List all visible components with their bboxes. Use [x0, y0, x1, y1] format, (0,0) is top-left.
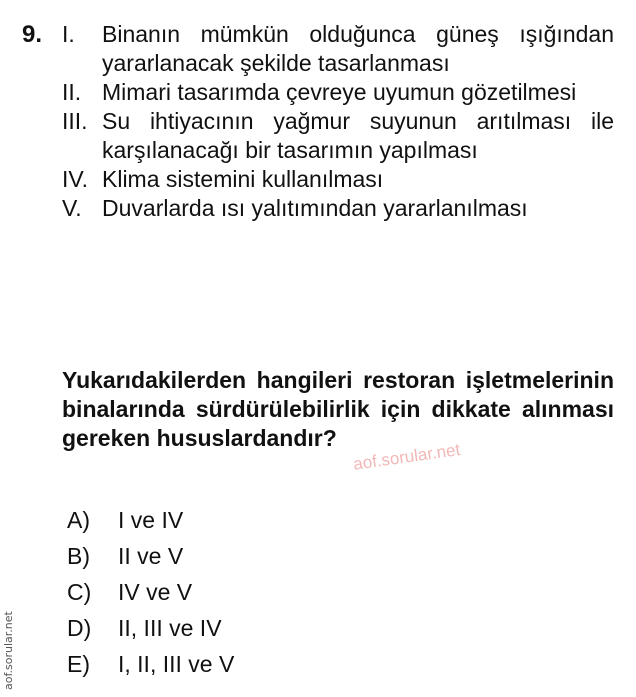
statement-item [62, 165, 614, 194]
side-watermark: aof.sorular.net [2, 611, 15, 690]
statement-text: Duvarlarda ısı yalıtımından yararlanılması [102, 195, 528, 221]
statement-list [62, 20, 614, 223]
option-letter: B) [67, 543, 90, 569]
option-letter: A) [67, 507, 90, 533]
answer-option-d[interactable] [67, 610, 467, 646]
statement-text: Su ihtiyacının yağmur suyunun arıtılması ile karşılanacağı bir tasarımın yapılması [102, 108, 614, 163]
option-text: I, II, III ve V [118, 651, 235, 677]
statement-numeral: V. [62, 195, 82, 221]
watermark-text: aof.sorular.net [352, 440, 462, 474]
option-letter: E) [67, 651, 90, 677]
statement-numeral: I. [62, 21, 75, 47]
answer-options [67, 502, 467, 682]
statement-numeral: III. [62, 108, 88, 134]
option-text: I ve IV [118, 507, 184, 533]
question-stem: Yukarıdakilerden hangileri restoran işletmelerinin binalarında sürdürülebilirlik için dikkate alınması gereken hususlardandır? [62, 367, 614, 451]
question-number: 9. [22, 21, 43, 48]
answer-option-a[interactable] [67, 502, 467, 538]
answer-option-c[interactable] [67, 574, 467, 610]
statement-text: Binanın mümkün olduğunca güneş ışığından yararlanacak şekilde tasarlanması [102, 21, 614, 76]
statement-numeral: II. [62, 79, 82, 105]
option-text: II ve V [118, 543, 184, 569]
statement-text: Mimari tasarımda çevreye uyumun gözetilmesi [102, 79, 577, 105]
option-text: II, III ve IV [118, 615, 222, 641]
statement-item [62, 194, 614, 223]
answer-option-e[interactable] [67, 646, 467, 682]
answer-option-b[interactable] [67, 538, 467, 574]
statement-item [62, 78, 614, 107]
statement-item [62, 20, 614, 78]
option-text: IV ve V [118, 579, 193, 605]
option-letter: D) [67, 615, 92, 641]
statement-text: Klima sistemini kullanılması [102, 166, 384, 192]
option-letter: C) [67, 579, 92, 605]
statement-item [62, 107, 614, 165]
statement-numeral: IV. [62, 166, 89, 192]
